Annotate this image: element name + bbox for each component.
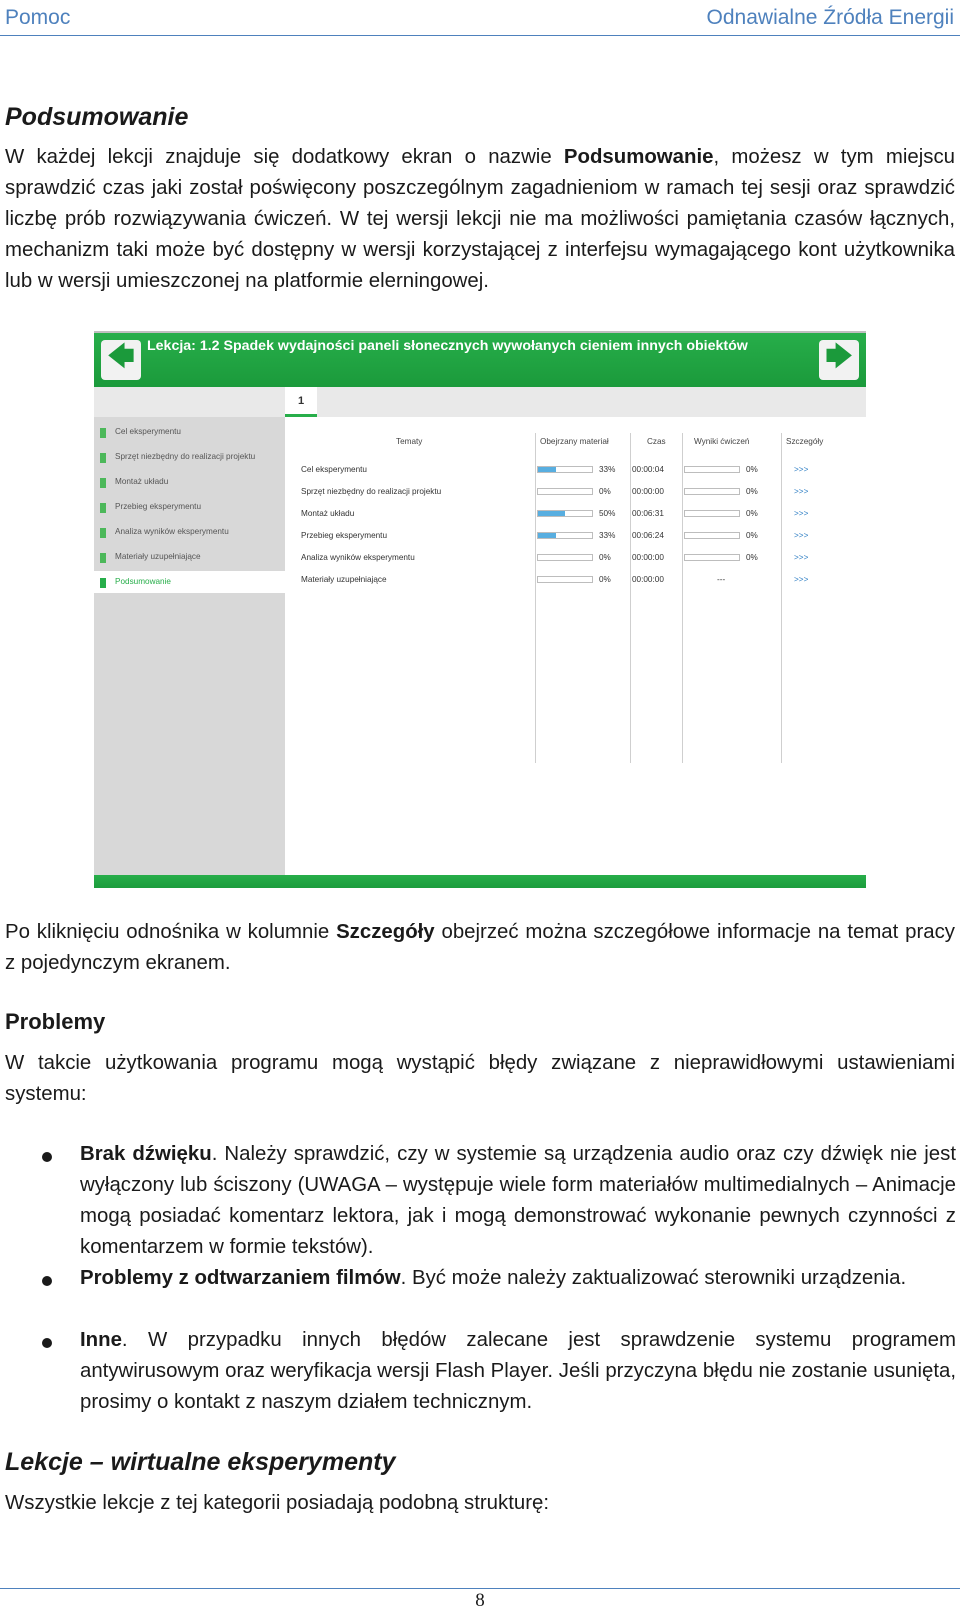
prev-lesson-button[interactable] [101, 340, 141, 380]
time-spent: 00:00:00 [632, 553, 664, 562]
result-value: 0% [746, 465, 758, 474]
list-item: Problemy z odtwarzaniem filmów. Być może należy zaktualizować sterowniki urządzenia. [80, 1267, 907, 1289]
summary-screen-screenshot [94, 331, 866, 888]
details-link[interactable]: >>> [794, 531, 809, 540]
arrow-right-icon: 🡆 [825, 341, 853, 371]
table-row [285, 547, 866, 569]
sidebar-marker [100, 528, 106, 538]
viewed-progress-fill [538, 533, 556, 538]
heading-summary: Podsumowanie [5, 103, 189, 131]
footer-divider [0, 1588, 960, 1589]
sidebar-item-procedure[interactable]: Przebieg eksperymentu [94, 496, 285, 518]
details-link[interactable]: >>> [794, 487, 809, 496]
time-spent: 00:00:04 [632, 465, 664, 474]
result-progress-bar [684, 488, 740, 495]
viewed-progress-bar [537, 532, 593, 539]
row-topic: Analiza wyników eksperymentu [301, 553, 415, 562]
viewed-progress-bar [537, 510, 593, 517]
sidebar-marker [100, 428, 106, 438]
viewed-percent: 50% [599, 509, 616, 518]
viewed-progress-bar [537, 466, 593, 473]
page-number: 8 [475, 1590, 485, 1611]
result-progress-bar [684, 554, 740, 561]
sidebar-item-goal[interactable]: Cel eksperymentu [94, 421, 285, 443]
next-lesson-button[interactable] [819, 340, 859, 380]
row-topic: Montaż układu [301, 509, 355, 518]
col-head-time: Czas [647, 437, 666, 446]
list-item: Inne. W przypadku innych błędów zalecane jest sprawdzenie systemu programem antywirusowym oraz weryfikacja wersji Flash Player. Jeśli przyczyna błędu nie zostanie usunięta, prosimy o kontakt z naszym działem technicznym. [80, 1329, 956, 1413]
bullet-icon [42, 1276, 52, 1286]
table-row [285, 525, 866, 547]
list-item: Brak dźwięku. Należy sprawdzić, czy w systemie są urządzenia audio oraz czy dźwięk nie jest wyłączony lub ściszony (UWAGA – występuje wiele form materiałów multimedialnych – Animacje mogą posiadać komentarz lektora, jak i mogą demonstrować wykonanie pewnych czynności z komentarzem w formie tekstów). [80, 1143, 956, 1258]
sidebar-marker [100, 578, 106, 588]
table-row [285, 569, 866, 591]
tab-strip [94, 387, 866, 417]
col-head-results: Wyniki ćwiczeń [694, 437, 750, 446]
result-value: 0% [746, 487, 758, 496]
table-row [285, 503, 866, 525]
viewed-percent: 33% [599, 531, 616, 540]
details-paragraph: Po kliknięciu odnośnika w kolumnie Szczegóły obejrzeć można szczegółowe informacje na temat pracy z pojedynczym ekranem. [5, 921, 955, 974]
time-spent: 00:06:31 [632, 509, 664, 518]
time-spent: 00:06:24 [632, 531, 664, 540]
col-head-viewed: Obejrzany materiał [540, 437, 609, 446]
lesson-sidebar [94, 417, 285, 888]
page-header [0, 0, 960, 36]
viewed-progress-bar [537, 488, 593, 495]
lessons-intro: Wszystkie lekcje z tej kategorii posiadają podobną strukturę: [5, 1492, 550, 1514]
viewed-progress-fill [538, 511, 565, 516]
row-topic: Sprzęt niezbędny do realizacji projektu [301, 487, 442, 496]
col-head-details: Szczegóły [786, 437, 824, 446]
time-spent: 00:00:00 [632, 575, 664, 584]
sidebar-marker [100, 553, 106, 563]
table-row [285, 459, 866, 481]
table-row [285, 481, 866, 503]
viewed-progress-fill [538, 467, 556, 472]
result-progress-bar [684, 466, 740, 473]
sidebar-item-summary[interactable]: Podsumowanie [94, 571, 285, 593]
viewed-percent: 0% [599, 487, 611, 496]
viewed-percent: 0% [599, 575, 611, 584]
viewed-progress-bar [537, 554, 593, 561]
summary-table [285, 417, 866, 887]
details-link[interactable]: >>> [794, 553, 809, 562]
result-value: 0% [746, 531, 758, 540]
viewed-progress-bar [537, 576, 593, 583]
details-link[interactable]: >>> [794, 575, 809, 584]
sidebar-marker [100, 453, 106, 463]
viewed-percent: 0% [599, 553, 611, 562]
row-topic: Materiały uzupełniające [301, 575, 387, 584]
result-value: --- [717, 575, 726, 584]
sidebar-marker [100, 478, 106, 488]
sidebar-item-equipment[interactable]: Sprzęt niezbędny do realizacji projektu [94, 446, 285, 468]
header-right-title: Odnawialne Źródła Energii [706, 6, 954, 29]
details-link[interactable]: >>> [794, 509, 809, 518]
bottom-bar [94, 875, 866, 888]
time-spent: 00:00:00 [632, 487, 664, 496]
details-link[interactable]: >>> [794, 465, 809, 474]
arrow-left-icon: 🡄 [107, 341, 135, 371]
sidebar-item-materials[interactable]: Materiały uzupełniające [94, 546, 285, 568]
result-value: 0% [746, 509, 758, 518]
sidebar-marker [100, 503, 106, 513]
lesson-title: Lekcja: 1.2 Spadek wydajności paneli słonecznych wywołanych cieniem innych obiektów [147, 338, 748, 354]
viewed-percent: 33% [599, 465, 616, 474]
heading-problems: Problemy [5, 1009, 106, 1034]
row-topic: Cel eksperymentu [301, 465, 367, 474]
header-left-title: Pomoc [5, 6, 71, 29]
header-divider [0, 35, 960, 36]
result-progress-bar [684, 510, 740, 517]
sidebar-item-analysis[interactable]: Analiza wyników eksperymentu [94, 521, 285, 543]
summary-paragraph: W każdej lekcji znajduje się dodatkowy ekran o nazwie Podsumowanie, możesz w tym miejscu sprawdzić czas jaki został poświęcony poszczególnym zagadnieniom w ramach tej sesji oraz sprawdzić liczbę prób rozwiązywania ćwiczeń. W tej wersji lekcji nie ma możliwości pamiętania czasów łącznych, mechanizm taki może być dostępny w wersji korzystającej z interfejsu wymagającego kont użytkownika lub w wersji umieszczonej na platformie elerningowej. [5, 146, 955, 292]
result-value: 0% [746, 553, 758, 562]
bullet-icon [42, 1338, 52, 1348]
sidebar-item-assembly[interactable]: Montaż układu [94, 471, 285, 493]
tab-1[interactable]: 1 [285, 387, 317, 417]
col-head-topics: Tematy [396, 437, 423, 446]
row-topic: Przebieg eksperymentu [301, 531, 388, 540]
result-progress-bar [684, 532, 740, 539]
heading-lessons: Lekcje – wirtualne eksperymenty [5, 1448, 396, 1476]
problems-intro: W takcie użytkowania programu mogą wystąpić błędy związane z nieprawidłowymi ustawieniami systemu: [5, 1052, 955, 1105]
bullet-icon [42, 1152, 52, 1162]
